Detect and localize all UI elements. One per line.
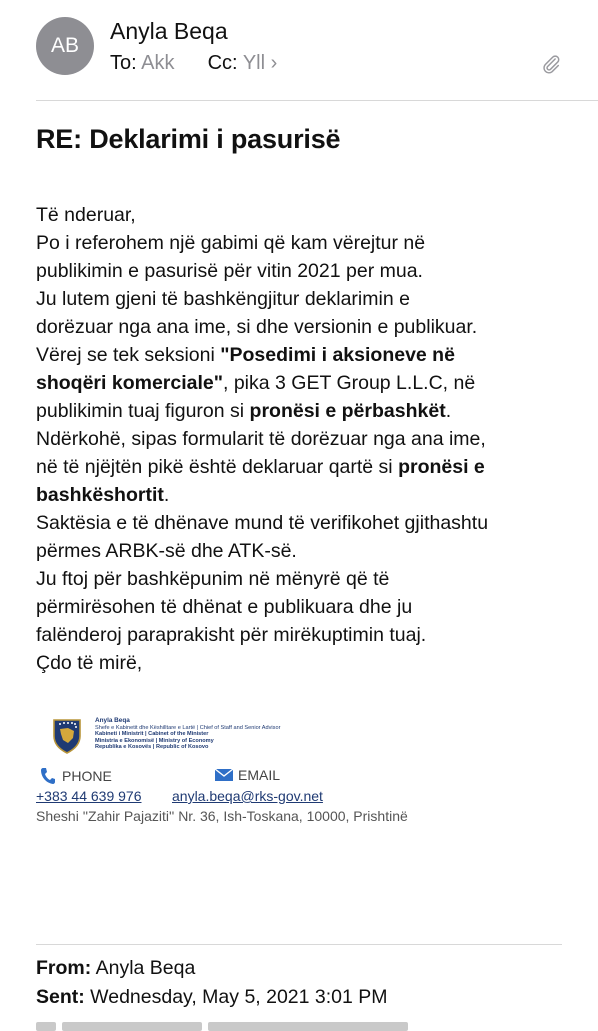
email-label-group	[214, 767, 280, 783]
body-line: Ju ftoj për bashkëpunim në mënyrë që të	[36, 568, 390, 590]
kosovo-emblem-icon	[52, 718, 82, 754]
from-value: Anyla Beqa	[95, 957, 196, 979]
phone-link[interactable]: +383 44 639 976	[36, 788, 142, 804]
signature-line: Republika e Kosovës | Republic of Kosovo	[95, 744, 209, 751]
body-bold-text: bashkëshortit	[36, 484, 164, 506]
body-bold-text: pronësi e përbashkët	[249, 400, 446, 422]
phone-label: PHONE	[62, 768, 112, 784]
body-line: Të nderuar,	[36, 204, 136, 226]
body-bold-text: shoqëri komerciale"	[36, 372, 223, 394]
to-recipient[interactable]: Akk	[141, 52, 175, 74]
email-link[interactable]: anyla.beqa@rks-gov.net	[172, 788, 323, 804]
body-text: Vërej se tek seksioni	[36, 344, 221, 366]
header-divider	[36, 100, 598, 101]
body-line	[36, 481, 592, 509]
envelope-icon	[214, 768, 234, 782]
signature-line: Kabineti i Ministrit | Cabinet of the Minister	[95, 731, 209, 738]
body-line: përmirësohen të dhënat e publikuara dhe ju	[36, 596, 413, 618]
body-line: Çdo të mirë,	[36, 652, 143, 674]
from-label: From:	[36, 957, 92, 979]
sender-name[interactable]: Anyla Beqa	[110, 18, 228, 44]
sent-value: Wednesday, May 5, 2021 3:01 PM	[90, 986, 388, 1008]
body-line: Ndërkohë, sipas formularit të dorëzuar nga ana ime,	[36, 428, 486, 450]
body-line	[36, 341, 592, 369]
sent-label: Sent:	[36, 986, 85, 1008]
signature-title: Shefe e Kabinetit dhe Këshilltare e Lartë | Chief of Staff and Senior Advisor	[95, 724, 281, 731]
quoted-divider	[36, 944, 562, 945]
paperclip-icon[interactable]	[540, 53, 562, 75]
quoted-from	[36, 957, 195, 980]
body-text: , pika 3 GET Group L.L.C, në	[223, 372, 476, 394]
body-line	[36, 369, 592, 397]
email-header	[0, 0, 598, 100]
signature-block	[95, 718, 280, 751]
phone-label-group	[40, 767, 112, 785]
avatar-initials: AB	[50, 34, 79, 57]
signature-line: Ministria e Ekonomisë | Ministry of Economy	[95, 737, 214, 744]
cc-recipient[interactable]: Yll	[242, 52, 266, 74]
sender-avatar[interactable]	[36, 17, 94, 75]
body-line	[36, 453, 592, 481]
recipients-row[interactable]	[110, 52, 277, 75]
body-text: .	[163, 484, 170, 506]
body-bold-text: pronësi e	[398, 456, 485, 478]
body-line: Po i referohem një gabimi që kam vërejtur në	[36, 232, 426, 254]
chevron-right-icon[interactable]: ›	[270, 52, 278, 74]
phone-icon	[40, 767, 56, 785]
body-line	[36, 397, 592, 425]
cc-label: Cc:	[207, 52, 238, 74]
quoted-sent	[36, 986, 388, 1009]
quoted-to-cutoff	[36, 1015, 576, 1031]
body-bold-text: "Posedimi i aksioneve në	[220, 344, 455, 366]
email-subject: RE: Deklarimi i pasurisë	[36, 124, 341, 154]
body-line: përmes ARBK-së dhe ATK-së.	[36, 540, 297, 562]
signature-address: Sheshi ''Zahir Pajaziti'' Nr. 36, Ish-Toskana, 10000, Prishtinë	[36, 808, 408, 824]
email-label: EMAIL	[238, 767, 281, 783]
body-line: Ju lutem gjeni të bashkëngjitur deklarimin e	[36, 288, 410, 310]
body-line: dorëzuar nga ana ime, si dhe versionin e publikuar.	[36, 316, 478, 338]
signature-name: Anyla Beqa	[95, 717, 130, 724]
body-line: Saktësia e të dhënave mund të verifikohet gjithashtu	[36, 512, 489, 534]
to-label: To:	[110, 52, 137, 74]
body-text: publikimin tuaj figuron si	[36, 400, 250, 422]
body-text: .	[445, 400, 452, 422]
body-text: në të njëjtën pikë është deklaruar qartë si	[36, 456, 399, 478]
body-line: falënderoj paraprakisht për mirëkuptimin tuaj.	[36, 624, 427, 646]
body-line: publikimin e pasurisë për vitin 2021 per mua.	[36, 260, 423, 282]
email-body	[36, 201, 592, 677]
